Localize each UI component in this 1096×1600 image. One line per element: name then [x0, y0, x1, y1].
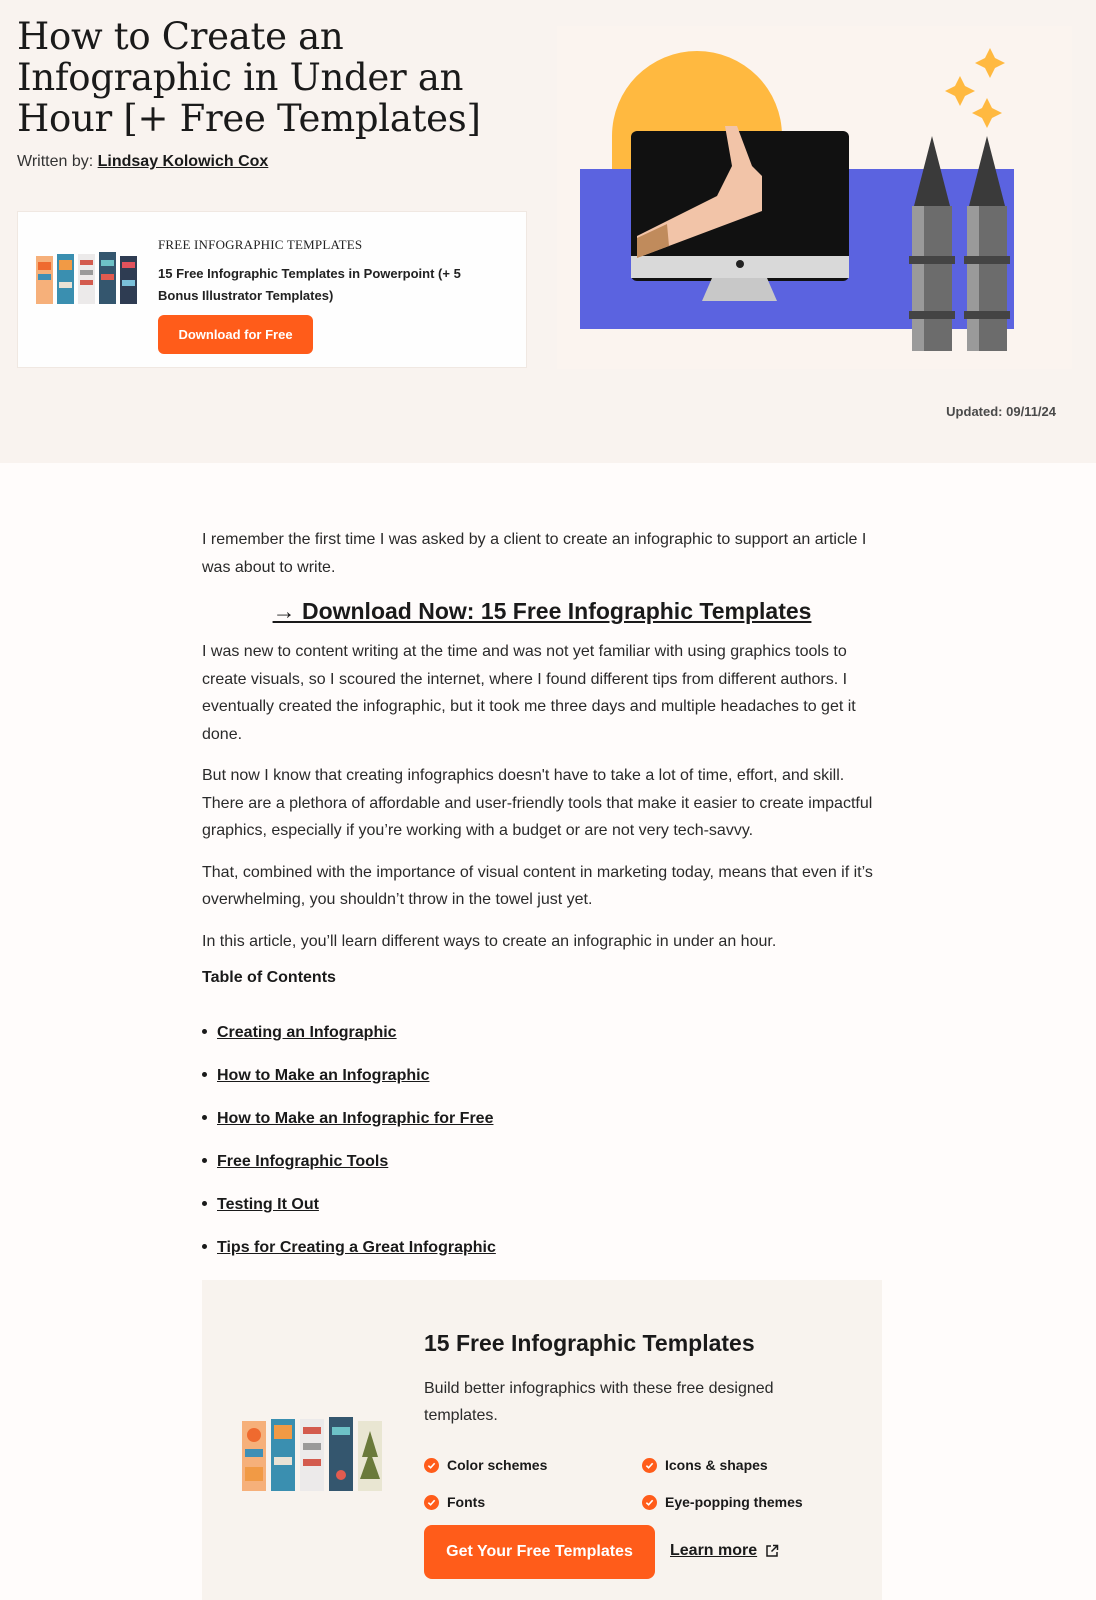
feature-item: [642, 1457, 768, 1473]
toc-link-for-free[interactable]: How to Make an Infographic for Free: [217, 1110, 494, 1127]
feature-item: [424, 1457, 547, 1473]
fountain-pen-left: [909, 136, 955, 351]
offer-description: 15 Free Infographic Templates in Powerpoint (+ 5 Bonus Illustrator Templates): [158, 266, 461, 303]
bullet-icon: [202, 1158, 207, 1163]
sparkle-icon: [945, 48, 1005, 128]
bullet-icon: [202, 1201, 207, 1206]
templates-thumbnail: [36, 252, 142, 308]
feature-label: Icons & shapes: [665, 1457, 768, 1473]
download-for-free-button[interactable]: Download for Free: [158, 315, 313, 354]
byline: [17, 153, 268, 171]
feature-label: Eye-popping themes: [665, 1494, 803, 1510]
toc-item: [202, 1153, 388, 1171]
bullet-icon: [202, 1244, 207, 1249]
offer-card: [17, 211, 527, 368]
toc-link-creating[interactable]: Creating an Infographic: [217, 1024, 397, 1041]
paragraph-4: In this article, you’ll learn different ways to create an infographic in under an hour.: [202, 932, 777, 950]
promo-templates-thumbnail: [242, 1417, 382, 1492]
paragraph-1: I was new to content writing at the time and was not yet familiar with using graphics tools to create visuals, so I scoured the internet, where I found different tips from different authors. I eventually created the infographic, but it took me three days and multiple headaches to get it done.: [202, 643, 856, 743]
promo-description: Build better infographics with these free designed templates.: [424, 1380, 774, 1424]
learn-more-label: Learn more: [670, 1542, 758, 1559]
toc-link-testing[interactable]: Testing It Out: [217, 1196, 319, 1213]
checkmark-icon: [642, 1458, 657, 1473]
checkmark-icon: [424, 1495, 439, 1510]
hero-illustration: [557, 26, 1072, 369]
feature-item: [424, 1494, 485, 1510]
fountain-pen-right: [964, 136, 1010, 351]
toc-link-how-to-make[interactable]: How to Make an Infographic: [217, 1067, 430, 1084]
bullet-icon: [202, 1115, 207, 1120]
intro-paragraph: I remember the first time I was asked by a client to create an infographic to support an article I was about to write.: [202, 531, 867, 576]
toc-item: [202, 1024, 397, 1042]
page-title: How to Create an Infographic in Under an Hour [+ Free Templates]: [17, 15, 481, 140]
toc-item: [202, 1067, 429, 1085]
promo-card: [202, 1280, 882, 1600]
feature-label: Fonts: [447, 1494, 486, 1510]
toc-link-tools[interactable]: Free Infographic Tools: [217, 1153, 389, 1170]
toc-item: [202, 1110, 493, 1128]
toc-list: [202, 1024, 882, 1254]
hero-section: [0, 0, 1096, 463]
bullet-icon: [202, 1072, 207, 1077]
feature-label: Color schemes: [447, 1457, 548, 1473]
checkmark-icon: [424, 1458, 439, 1473]
toc-link-tips[interactable]: Tips for Creating a Great Infographic: [217, 1239, 496, 1256]
offer-eyebrow: FREE INFOGRAPHIC TEMPLATES: [158, 237, 363, 252]
toc-title: Table of Contents: [202, 969, 336, 986]
author-link[interactable]: Lindsay Kolowich Cox: [97, 153, 269, 170]
feature-item: [642, 1494, 803, 1510]
checkmark-icon: [642, 1495, 657, 1510]
promo-title: 15 Free Infographic Templates: [424, 1330, 755, 1356]
bullet-icon: [202, 1029, 207, 1034]
external-link-icon: [765, 1544, 779, 1558]
get-free-templates-button[interactable]: Get Your Free Templates: [424, 1525, 655, 1579]
download-now-link[interactable]: → Download Now: 15 Free Infographic Templates: [272, 598, 812, 624]
paragraph-2: But now I know that creating infographics doesn't have to take a lot of time, effort, and skill. There are a plethora of affordable and user-friendly tools that make it easier to create impactful graphics, especially if you’re working with a budget or are not very tech-savvy.: [202, 767, 873, 839]
toc-item: [202, 1196, 319, 1214]
article-body: [202, 526, 882, 987]
paragraph-3: That, combined with the importance of visual content in marketing today, means that even if it’s overwhelming, you shouldn’t throw in the towel just yet.: [202, 863, 873, 908]
updated-date: Updated: 09/11/24: [946, 404, 1056, 419]
byline-prefix: Written by:: [17, 153, 98, 170]
learn-more-link[interactable]: [670, 1542, 779, 1560]
toc-item: [202, 1239, 496, 1257]
